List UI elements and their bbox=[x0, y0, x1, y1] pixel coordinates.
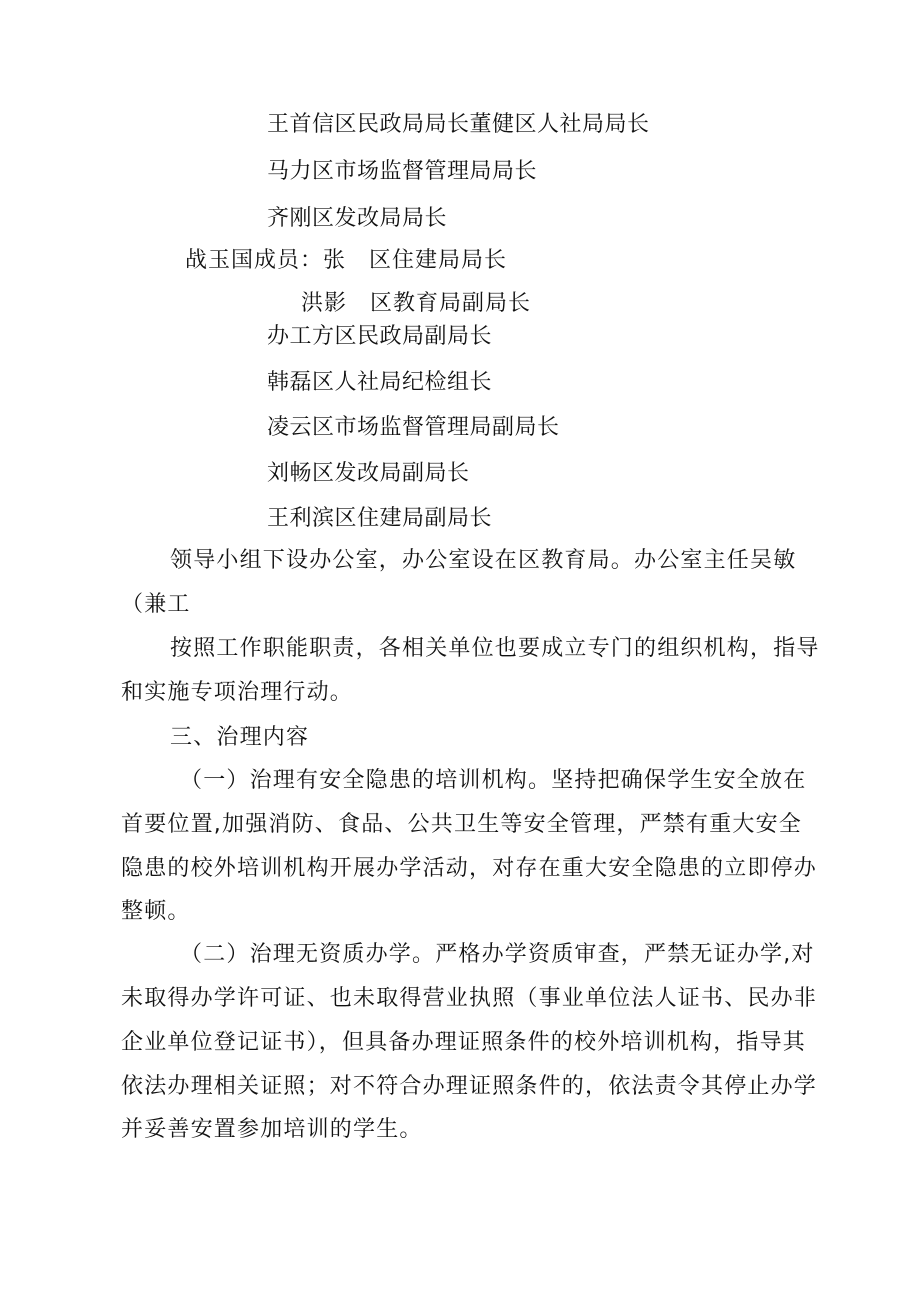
member-line: 凌云区市场监督管理局副局长 bbox=[267, 415, 560, 440]
item1-line: （一）治理有安全隐患的培训机构。坚持把确保学生安全放在 bbox=[180, 768, 807, 793]
office-paragraph-line: 领导小组下设办公室，办公室设在区教育局。办公室主任吴敏 bbox=[170, 548, 797, 573]
member-line: 洪影 区教育局副局长 bbox=[301, 291, 532, 316]
member-heading-line: 战玉国成员：张 区住建局局长 bbox=[185, 248, 508, 273]
member-line: 刘畅区发改局副局长 bbox=[267, 461, 470, 486]
duty-paragraph-line: 按照工作职能职责，各相关单位也要成立专门的组织机构，指导 bbox=[170, 636, 820, 661]
member-line: 马力区市场监督管理局局长 bbox=[267, 159, 538, 184]
member-line: 齐刚区发改局局长 bbox=[267, 206, 448, 231]
duty-paragraph-line: 和实施专项治理行动。 bbox=[121, 680, 354, 705]
item1-line: 隐患的校外培训机构开展办学活动，对存在重大安全隐患的立即停办 bbox=[121, 856, 818, 881]
item1-line: 首要位置,加强消防、食品、公共卫生等安全管理，严禁有重大安全 bbox=[121, 812, 802, 837]
item2-line: 依法办理相关证照；对不符合办理证照条件的，依法责令其停止办学 bbox=[121, 1074, 818, 1099]
member-line: 韩磊区人社局纪检组长 bbox=[267, 370, 493, 395]
member-line: 王利滨区住建局副局长 bbox=[267, 506, 493, 531]
section-title: 三、治理内容 bbox=[170, 725, 310, 750]
item2-line: 企业单位登记证书），但具备办理证照条件的校外培训机构，指导其 bbox=[121, 1030, 807, 1055]
office-paragraph-line: （兼工 bbox=[121, 592, 191, 617]
member-line: 王首信区民政局局长董健区人社局局长 bbox=[267, 112, 650, 137]
item1-line: 整顿。 bbox=[121, 899, 191, 924]
item2-line: （二）治理无资质办学。严格办学资质审查，严禁无证办学,对 bbox=[180, 942, 815, 967]
item2-line: 并妥善安置参加培训的学生。 bbox=[121, 1117, 423, 1142]
item2-line: 未取得办学许可证、也未取得营业执照（事业单位法人证书、民办非 bbox=[121, 986, 818, 1011]
member-line: 办工方区民政局副局长 bbox=[267, 324, 493, 349]
